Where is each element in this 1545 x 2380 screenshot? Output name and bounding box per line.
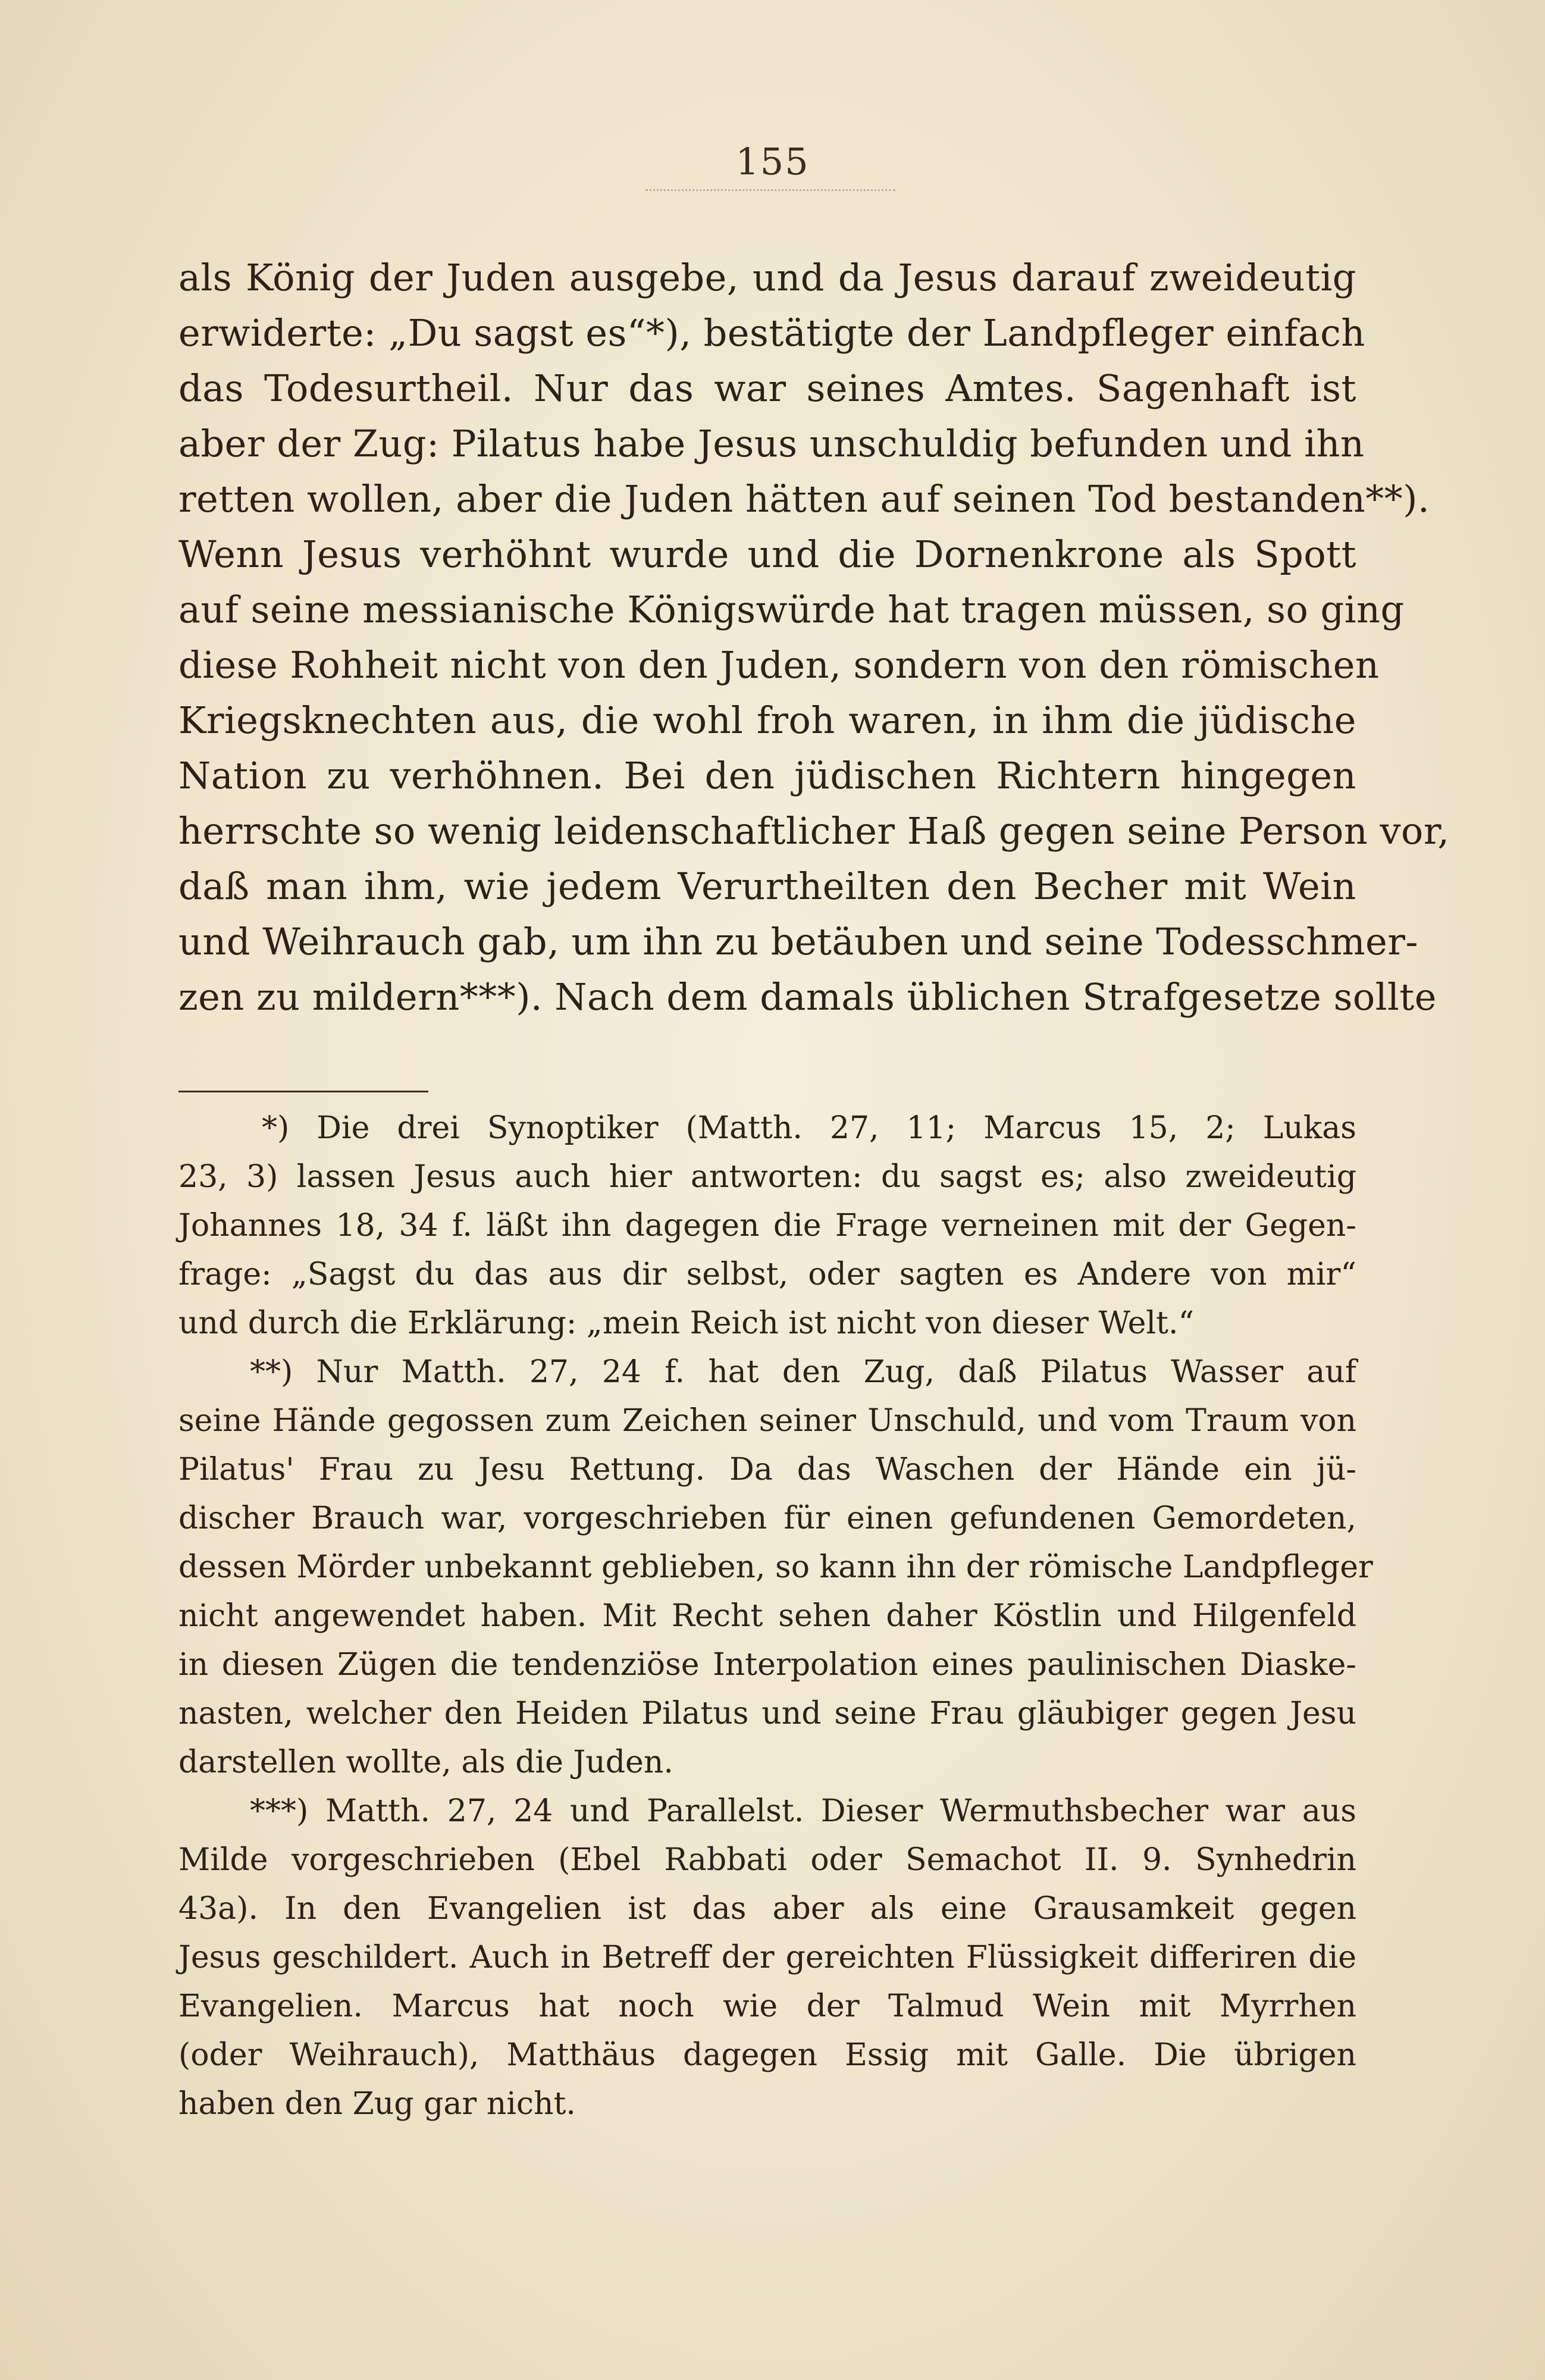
main-text-line: auf seine messianische Königswürde hat tragen müssen, so ging [178, 588, 1405, 631]
footnote-line: Pilatus' Frau zu Jesu Rettung. Da das Waschen der Hände ein jü- [178, 1452, 1356, 1488]
page-number-ornament [645, 189, 895, 203]
main-text-line: retten wollen, aber die Juden hätten auf seinen Tod bestanden**). [178, 477, 1430, 521]
footnote-line: und durch die Erklärung: „mein Reich ist nicht von dieser Welt.“ [178, 1305, 1195, 1341]
footnote-line: dessen Mörder unbekannt geblieben, so kann ihn der römische Landpfleger [178, 1549, 1373, 1585]
footnote-line: *) Die drei Synoptiker (Matth. 27, 11; Marcus 15, 2; Lukas [262, 1110, 1356, 1146]
footnote-line: seine Hände gegossen zum Zeichen seiner Unschuld, und vom Traum von [178, 1403, 1356, 1439]
footnote-separator [178, 1091, 428, 1092]
footnotes [178, 1104, 1373, 2128]
footnote-line: **) Nur Matth. 27, 24 f. hat den Zug, daß Pilatus Wasser auf [250, 1354, 1356, 1390]
footnote-line: haben den Zug gar nicht. [178, 2086, 576, 2122]
footnote-line: 43a). In den Evangelien ist das aber als eine Grausamkeit gegen [178, 1891, 1356, 1927]
main-text-line: diese Rohheit nicht von den Juden, sondern von den römischen [178, 643, 1380, 687]
footnote-line: Milde vorgeschrieben (Ebel Rabbati oder Semachot II. 9. Synhedrin [178, 1842, 1356, 1878]
main-text-line: aber der Zug: Pilatus habe Jesus unschuldig befunden und ihn [178, 422, 1365, 465]
main-text-line: herrschte so wenig leidenschaftlicher Haß gegen seine Person vor, [178, 809, 1450, 853]
footnote-line: ***) Matth. 27, 24 und Parallelst. Dieser Wermuthsbecher war aus [250, 1793, 1356, 1829]
main-text-line: erwiderte: „Du sagst es“*), bestätigte der Landpfleger einfach [178, 311, 1365, 355]
main-text-line: Wenn Jesus verhöhnt wurde und die Dornenkrone als Spott [178, 533, 1356, 576]
footnote-line: in diesen Zügen die tendenziöse Interpolation eines paulinischen Diaske- [178, 1647, 1356, 1683]
main-text-line: Nation zu verhöhnen. Bei den jüdischen Richtern hingegen [178, 754, 1356, 797]
footnote-line: Jesus geschildert. Auch in Betreff der gereichten Flüssigkeit differiren die [178, 1940, 1356, 1975]
footnote-line: 23, 3) lassen Jesus auch hier antworten: du sagst es; also zweideutig [178, 1159, 1356, 1195]
footnote-line: darstellen wollte, als die Juden. [178, 1745, 673, 1780]
footnote-line: Johannes 18, 34 f. läßt ihn dagegen die Frage verneinen mit der Gegen- [178, 1208, 1356, 1244]
main-text-line: das Todesurtheil. Nur das war seines Amtes. Sagenhaft ist [178, 367, 1356, 410]
footnote-line: frage: „Sagst du das aus dir selbst, oder sagten es Andere von mir“ [178, 1257, 1356, 1292]
footnote-line: nasten, welcher den Heiden Pilatus und seine Frau gläubiger gegen Jesu [178, 1696, 1356, 1731]
main-text [178, 250, 1450, 1025]
main-text-line: und Weihrauch gab, um ihn zu betäuben und seine Todesschmer- [178, 920, 1418, 963]
main-text-line: zen zu mildern***). Nach dem damals üblichen Strafgesetze sollte [178, 975, 1437, 1019]
footnote-line: (oder Weihrauch), Matthäus dagegen Essig mit Galle. Die übrigen [178, 2037, 1356, 2073]
page-number: 155 [735, 140, 810, 183]
footnote-line: nicht angewendet haben. Mit Recht sehen daher Köstlin und Hilgenfeld [178, 1598, 1356, 1634]
main-text-line: als König der Juden ausgebe, und da Jesus darauf zweideutig [178, 256, 1356, 299]
footnote-line: Evangelien. Marcus hat noch wie der Talmud Wein mit Myrrhen [178, 1988, 1356, 2024]
footnote-line: discher Brauch war, vorgeschrieben für einen gefundenen Gemordeten, [178, 1501, 1356, 1536]
main-text-line: daß man ihm, wie jedem Verurtheilten den Becher mit Wein [178, 865, 1356, 908]
main-text-line: Kriegsknechten aus, die wohl froh waren, in ihm die jüdische [178, 699, 1356, 742]
